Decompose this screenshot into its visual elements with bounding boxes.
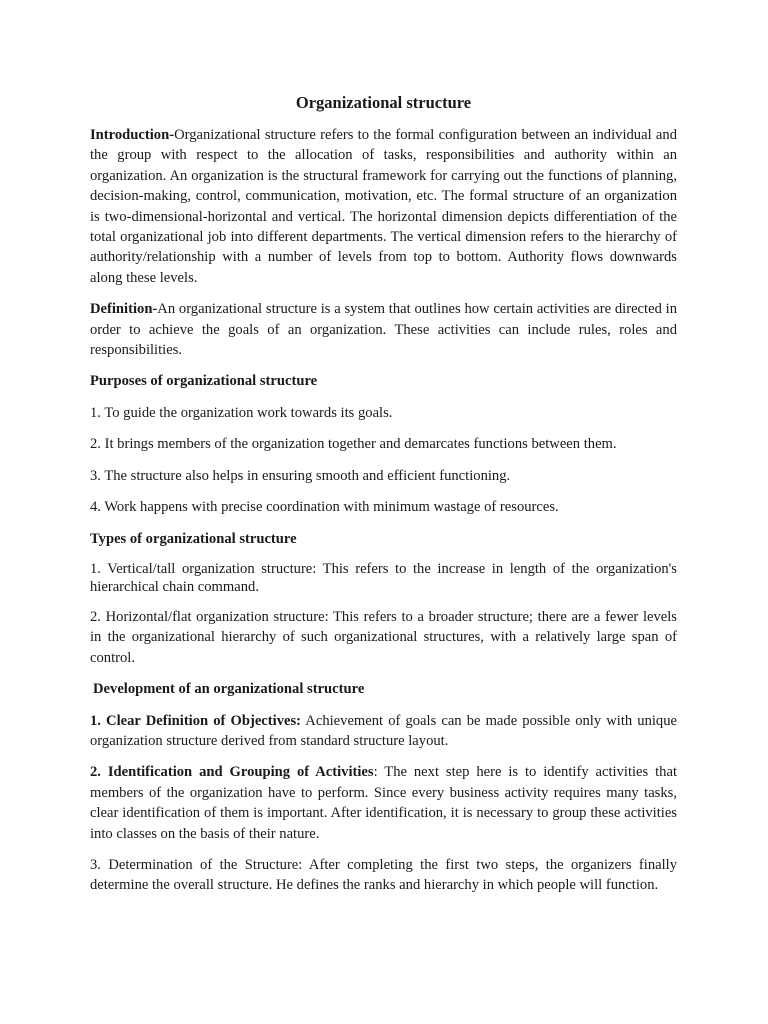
type-item: 1. Vertical/tall organization structure: This refers to the increase in length of the organization's hierarchical chain command.: [90, 560, 677, 595]
document-page: [90, 92, 677, 907]
development-item-text: 3. Determination of the Structure: After completing the first two steps, the organizers finally determine the overall structure. He defines the ranks and hierarchy in which people will function.: [90, 856, 677, 894]
development-heading: Development of an organizational structure: [93, 681, 365, 698]
introduction-paragraph: [90, 125, 677, 288]
introduction-label: Introduction-: [90, 127, 175, 143]
types-heading: Types of organizational structure: [90, 530, 297, 547]
development-item: [90, 711, 677, 752]
purpose-item: 1. To guide the organization work towards its goals.: [90, 404, 393, 421]
development-item-text: Achievement of goals can be made possible only with unique organization structure derived from standard structure layout.: [90, 712, 678, 749]
definition-paragraph: [90, 299, 677, 360]
purpose-item: 3. The structure also helps in ensuring smooth and efficient functioning.: [90, 467, 511, 484]
introduction-text: Organizational structure refers to the formal configuration between an individual and the group with respect to the allocation of tasks, responsibilities and authority within an organization. An organization is the structural framework for carrying out the functions of planning, decision-making, control, communication, motivation, etc. The formal structure of an organization is two-dimensional-horizontal and vertical. The horizontal dimension depicts differentiation of the total organizational job into different departments. The vertical dimension refers to the hierarchy of authority/relationship with a number of levels from top to bottom. Authority flows downwards along these levels.: [90, 127, 677, 286]
purpose-item: 4. Work happens with precise coordination with minimum wastage of resources.: [90, 499, 559, 516]
type-item: 2. Horizontal/flat organization structure: This refers to a broader structure; there are a fewer levels in the organizational hierarchy of such organizational structures, with a relatively large span of control.: [90, 608, 677, 666]
definition-text: An organizational structure is a system that outlines how certain activities are directed in order to achieve the goals of an organization. These activities can include rules, roles and responsibilities.: [90, 301, 677, 359]
development-item: [90, 762, 677, 844]
definition-label: Definition-: [90, 301, 158, 318]
development-item: [90, 855, 677, 896]
development-item-label: 1. Clear Definition of Objectives:: [90, 712, 302, 729]
development-item-label: 2. Identification and Grouping of Activities: [90, 764, 374, 781]
purpose-item: 2. It brings members of the organization together and demarcates functions between them.: [90, 436, 617, 453]
development-item-text: : The next step here is to identify activities that members of the organization have to perform. Since every business activity requires many tasks, clear identification of them is important. After identification, it is necessary to group these activities into classes on the basis of their nature.: [90, 764, 677, 842]
document-title: Organizational structure: [295, 93, 472, 112]
purposes-heading: Purposes of organizational structure: [90, 373, 318, 390]
